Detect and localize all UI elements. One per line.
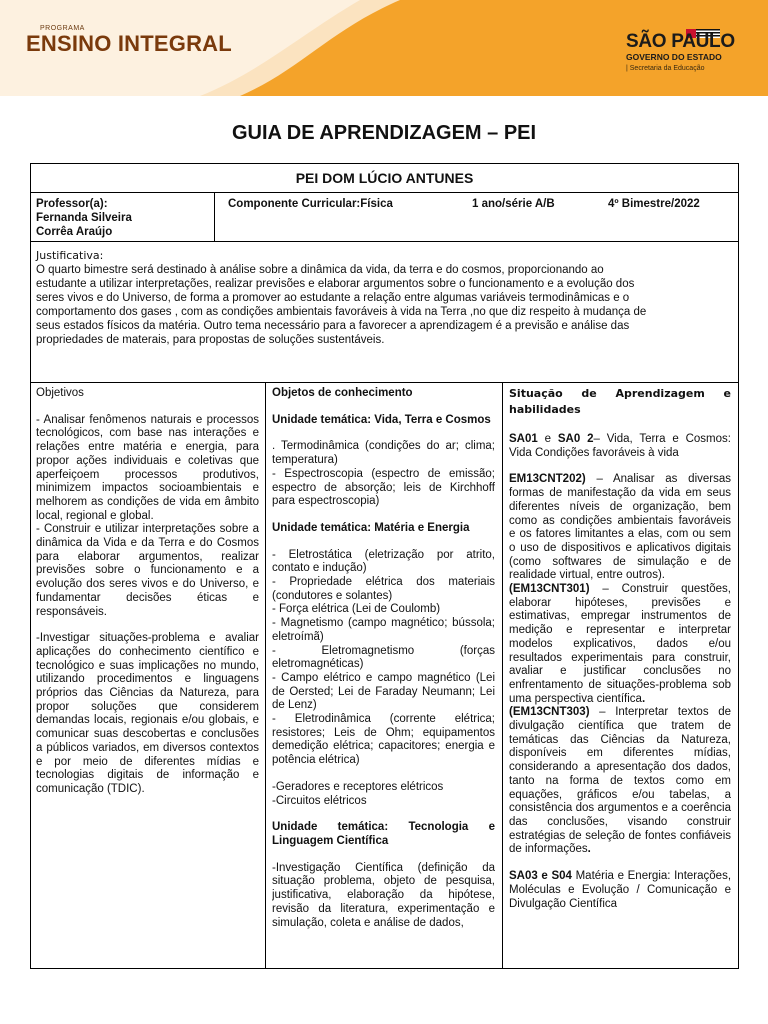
conteudo-item: . Termodinâmica (condições do ar; clima; temperatura) [272, 440, 495, 467]
conteudo-item: - Magnetismo (campo magnético; bússola; eletroímã) [272, 617, 495, 643]
sa-connector: e [537, 433, 558, 445]
situacao-title-line2: habilidades [509, 403, 581, 416]
habilidade-em13cnt303 [509, 706, 731, 857]
justificativa-line: propriedades de materais, para propostas de soluções sustentáveis. [36, 334, 385, 346]
habilidade-text: – Construir questões, elaborar hipóteses, previsões e estimativas, empregar instrumentos de medição e representar e interpretar modelos explicativos, dados e/ou resultados experimentais para construir, avaliar e justificar conclusões no enfrentamento de situações-problema sob uma perspectiva científica [509, 583, 731, 705]
objetos-column [272, 387, 495, 965]
situacao-sa03-s04 [509, 870, 731, 911]
column-divider-2 [502, 382, 503, 969]
justificativa-line: estudante a utilizar interpretações, realizar previsões e elaborar argumentos sobre o funcionamento e a evolução dos [36, 278, 635, 290]
professor-name-line2: Corrêa Araújo [36, 226, 113, 238]
conteudo-item: - Força elétrica (Lei de Coulomb) [272, 603, 441, 616]
sa-code: SA01 [509, 433, 538, 445]
objetivo-item: - Analisar fenômenos naturais e processos tecnológicos, com base nas interações e relações entre matéria e energia, para propor ações individuais e coletivas que aperfeiçoem processos produtivos, minimizem impactos socioambientais e melhorem as condições de vida em âmbito local, regional e global. [36, 413, 259, 522]
ensino-integral-logo [26, 25, 232, 56]
habilidade-code: (EM13CNT301) [509, 583, 590, 596]
unit-title-vida-terra-cosmos: Unidade temática: Vida, Terra e Cosmos [272, 413, 491, 426]
column-divider-1 [265, 382, 266, 969]
objetivos-title: Objetivos [36, 387, 84, 399]
objetivos-column [36, 387, 259, 965]
justificativa-label: Justificativa: [36, 249, 104, 262]
habilidade-end: . [641, 692, 646, 705]
objetivo-item: -Investigar situações-problema e avaliar aplicações do conhecimento científico e tecnológico e suas implicações no mundo, utilizando procedimentos e linguagens próprios das Ciências da Natureza, para propor soluções que considerem demandas locais, regionais e/ou globais, e comunicar suas descobertas e conclusões a públicos variados, em diversos contextos e por meio de diferentes mídias e tecnologias digitais de informação e comunicação (TDIC). [36, 632, 259, 795]
school-name-row [30, 163, 739, 193]
habilidade-code: (EM13CNT303) [509, 706, 590, 719]
professor-name-line1: Fernanda Silveira [36, 212, 132, 224]
professor-label: Professor(a): [36, 198, 108, 210]
objetos-title: Objetos de conhecimento [272, 387, 413, 399]
justificativa-line: seus estados físicos da matéria. Outro tema necessário para a favorecer a aprendizagem é a previsão e análise das [36, 320, 630, 332]
objetivo-item: - Construir e utilizar interpretações sobre a dinâmica da Vida e da Terra e do Cosmos para elaborar argumentos, realizar previsões sobre o funcionamento e a evolução dos seres vivos e do Universo, e fundamentar decisões éticas e responsáveis. [36, 523, 259, 618]
secretaria-label: | Secretaria da Educação [626, 65, 705, 72]
document-title: GUIA DE APRENDIZAGEM – PEI [231, 122, 537, 144]
situacao-column [509, 386, 731, 965]
unit-title-tecnologia-linguagem: Unidade temática: Tecnologia e Linguagem Científica [272, 821, 495, 847]
serie-label: 1 ano/série A/B [472, 198, 555, 210]
justificativa-line: seres vivos e do Universo, de forma a promover ao estudante a relação entre algumas variáveis termodinâmicas e o [36, 292, 630, 304]
habilidade-end: . [587, 843, 591, 856]
conteudo-item: - Eletrodinâmica (corrente elétrica; resistores; Leis de Ohm; equipamentos demedição elétrica; capacitores; energia e potência elétrica) [272, 713, 495, 767]
conteudo-item: - Eletrostática (eletrização por atrito, contato e indução) [272, 548, 495, 575]
unit-title-materia-energia: Unidade temática: Matéria e Energia [272, 521, 470, 534]
bimestre-label: 4º Bimestre/2022 [608, 198, 700, 210]
info-divider-1 [214, 192, 215, 242]
conteudo-item: - Espectroscopia (espectro de emissão; espectro de absorção; leis de Kirchhoff para espectroscopia) [272, 467, 495, 508]
situacao-title-line1: Situação de Aprendizagem e [509, 387, 731, 400]
conteudo-item: - Propriedade elétrica dos materiais (condutores e solantes) [272, 576, 495, 602]
conteudo-item: - Campo elétrico e campo magnético (Lei de Oersted; Lei de Faraday Neumann; Lei de Lenz) [272, 671, 495, 712]
conteudo-item: -Geradores e receptores elétricos [272, 780, 444, 793]
situacao-sa01-sa02 [509, 433, 731, 460]
habilidade-em13cnt202 [509, 473, 731, 583]
school-name: PEI DOM LÚCIO ANTUNES [295, 170, 474, 186]
sa-code: SA0 2 [557, 433, 594, 445]
habilidade-code: EM13CNT202) [509, 473, 586, 486]
justificativa-section [36, 249, 736, 347]
habilidade-em13cnt301 [509, 583, 731, 706]
justificativa-line: comportamento dos gases , com as condições ambientais favoráveis à vida na Terra ,no que diz respeito à mudança de [36, 306, 647, 318]
sa-text: Matéria e Energia: Interações, Moléculas e Evolução / Comunicação e Divulgação Científica [509, 870, 731, 910]
sao-paulo-government-logo [612, 32, 752, 72]
sa-text: – Vida, Terra e Cosmos: Vida Condições favoráveis à vida [509, 433, 731, 459]
state-name: SÃO PAULO [626, 31, 735, 52]
componente-curricular: Componente Curricular:Física [228, 198, 393, 210]
conteudo-item: - Eletromagnetismo (forças eletromagnéticas) [272, 644, 495, 671]
state-government-label: GOVERNO DO ESTADO [626, 52, 722, 62]
conteudo-item: -Circuitos elétricos [272, 794, 367, 807]
sa-code: SA03 e S04 [509, 870, 572, 883]
program-small-label: PROGRAMA [40, 25, 85, 32]
habilidade-text: – Interpretar textos de divulgação científica que tratem de temáticas das Ciências da Natureza, disponíveis em diferentes mídias, considerando a apresentação dos dados, tanto na forma de textos como em equações, gráficos e/ou tabelas, a consistência dos argumentos e a coerência das conclusões, visando construir estratégias de seleção de fontes confiáveis de informações [509, 706, 731, 856]
habilidade-text: – Analisar as diversas formas de manifestação da vida em seus diferentes níveis de organização, bem como as condições ambientais favoráveis e os fatores limitantes a elas, com ou sem o uso de dispositivos e aplicativos digitais (como softwares de simulação e de realidade virtual, entre outros). [509, 473, 731, 582]
header-banner [0, 0, 768, 96]
program-name: ENSINO INTEGRAL [26, 31, 232, 56]
conteudo-item: -Investigação Científica (definição da situação problema, objeto de pesquisa, justificativa, elaboração da hipótese, revisão da literatura, experimentação e simulação, coleta e análise de dados, [272, 861, 495, 929]
justificativa-line: O quarto bimestre será destinado à análise sobre a dinâmica da vida, da terra e do cosmos, proporcionando ao [36, 264, 604, 276]
